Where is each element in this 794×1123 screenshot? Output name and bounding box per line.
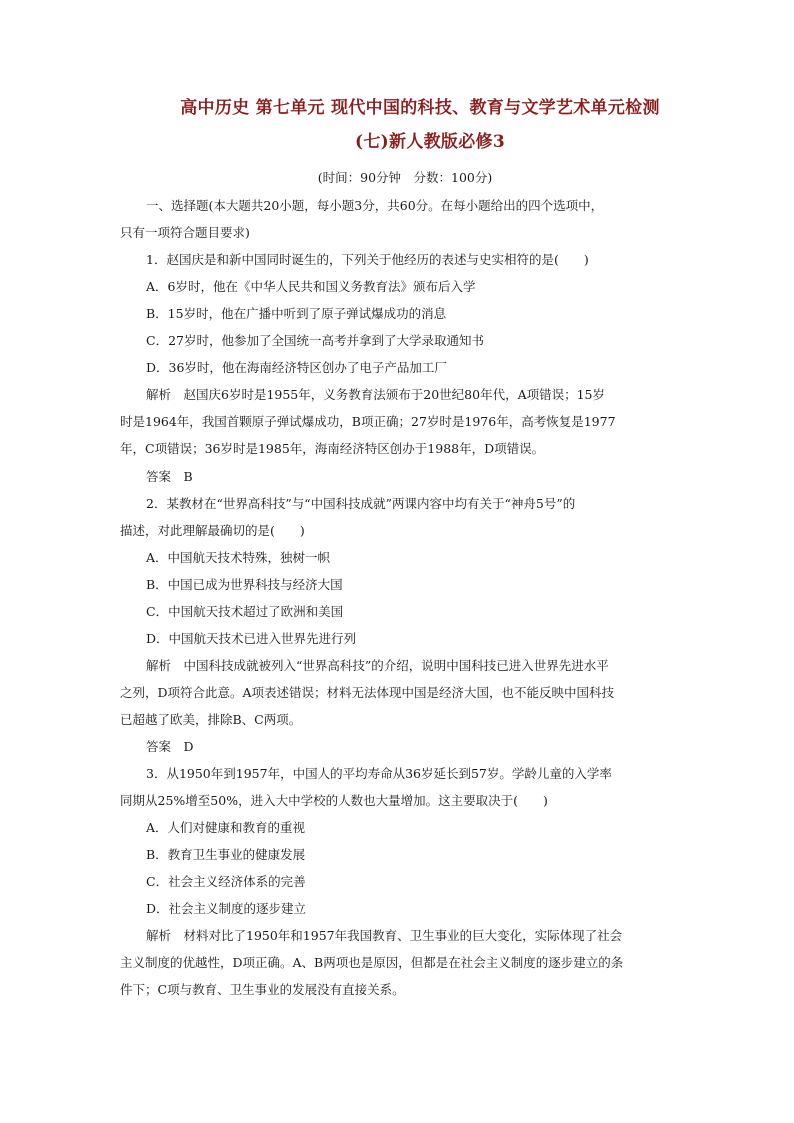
q2-option-a: A．中国航天技术特殊，独树一帜 xyxy=(146,550,331,565)
q3-stem: 3．从1950年到1957年，中国人的平均寿命从36岁延长到57岁。学龄儿童的入学率 xyxy=(146,766,612,781)
q2-explanation-cont: 之列，D项符合此意。A项表述错误；材料无法体现中国是经济大国，也不能反映中国科技 xyxy=(120,685,615,700)
q1-option-b: B．15岁时，他在广播中听到了原子弹试爆成功的消息 xyxy=(146,306,447,321)
q3-explanation-cont: 件下；C项与教育、卫生事业的发展没有直接关系。 xyxy=(120,982,405,997)
q2-answer: 答案 D xyxy=(146,739,194,754)
q1-stem: 1．赵国庆是和新中国同时诞生的，下列关于他经历的表述与史实相符的是( ) xyxy=(146,252,589,267)
q3-explanation-cont: 主义制度的优越性，D项正确。A、B两项也是原因，但都是在社会主义制度的逐步建立的条 xyxy=(120,955,624,970)
q3-option-d: D．社会主义制度的逐步建立 xyxy=(146,901,307,916)
section-heading-cont: 只有一项符合题目要求) xyxy=(120,225,250,240)
q2-option-b: B．中国已成为世界科技与经济大国 xyxy=(146,577,343,592)
exam-time-score: (时间：90分钟 分数：100分) xyxy=(317,170,493,185)
q3-option-a: A．人们对健康和教育的重视 xyxy=(146,820,306,835)
q2-option-d: D．中国航天技术已进入世界先进行列 xyxy=(146,631,357,646)
section-heading: 一、选择题(本大题共20小题，每小题3分，共60分。在每小题给出的四个选项中， xyxy=(146,198,604,213)
q1-explanation-cont: 时是1964年，我国首颗原子弹试爆成功，B项正确；27岁时是1976年，高考恢复是1977 xyxy=(120,414,616,429)
q1-option-c: C．27岁时，他参加了全国统一高考并拿到了大学录取通知书 xyxy=(146,333,484,348)
q1-explanation-cont: 年，C项错误；36岁时是1985年，海南经济特区创办于1988年，D项错误。 xyxy=(120,441,545,456)
q1-answer: 答案 B xyxy=(146,469,193,484)
q1-option-a: A．6岁时，他在《中华人民共和国义务教育法》颁布后入学 xyxy=(146,279,476,294)
q2-explanation: 解析 中国科技成就被列入“世界高科技”的介绍，说明中国科技已进入世界先进水平 xyxy=(146,658,609,673)
q2-explanation-cont: 已超越了欧美，排除B、C两项。 xyxy=(120,712,302,727)
q1-option-d: D．36岁时，他在海南经济特区创办了电子产品加工厂 xyxy=(146,360,447,375)
document-title-line1: 高中历史 第七单元 现代中国的科技、教育与文学艺术单元检测 xyxy=(180,98,660,118)
q2-option-c: C．中国航天技术超过了欧洲和美国 xyxy=(146,604,344,619)
document-title-line2: (七)新人教版必修3 xyxy=(355,132,505,152)
q3-option-b: B．教育卫生事业的健康发展 xyxy=(146,847,306,862)
q3-option-c: C．社会主义经济体系的完善 xyxy=(146,874,306,889)
q2-stem: 2．某教材在“世界高科技”与“中国科技成就”两课内容中均有关于“神舟5号”的 xyxy=(146,496,576,511)
q1-explanation: 解析 赵国庆6岁时是1955年，义务教育法颁布于20世纪80年代，A项错误；15岁 xyxy=(146,387,606,402)
q3-explanation: 解析 材料对比了1950年和1957年我国教育、卫生事业的巨大变化，实际体现了社会 xyxy=(146,928,623,943)
q3-stem-cont: 同期从25%增至50%，进入大中学校的人数也大量增加。这主要取决于( ) xyxy=(120,793,548,808)
q2-stem-cont: 描述，对此理解最确切的是( ) xyxy=(120,523,305,538)
